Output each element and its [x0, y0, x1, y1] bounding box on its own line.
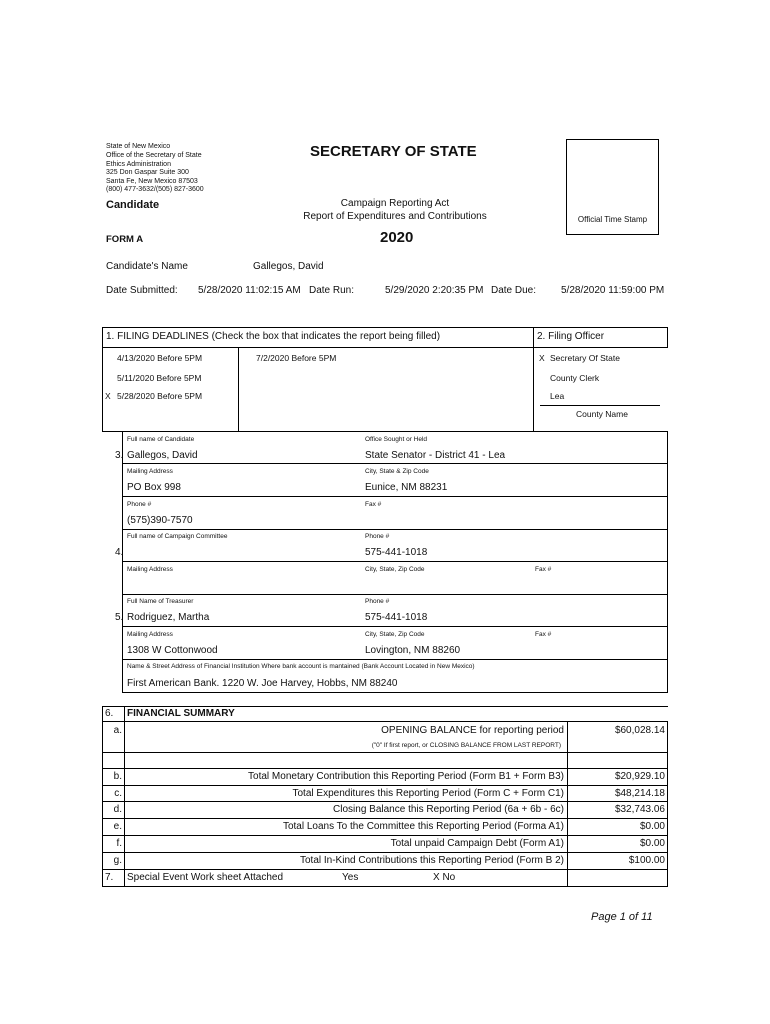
treasurer-phone: 575-441-1018 [365, 612, 428, 623]
date-due-label: Date Due: [491, 285, 537, 296]
office-line: Santa Fe, New Mexico 87503 [106, 178, 198, 185]
candidate-fax-label: Fax # [365, 501, 382, 508]
report-year: 2020 [380, 229, 414, 246]
candidate-city-label: City, State & Zip Code [365, 468, 429, 475]
row-value: $0.00 [639, 821, 665, 832]
officer-option-clerk[interactable]: County Clerk [550, 373, 600, 383]
deadline-option-2[interactable]: 5/11/2020 Before 5PM [117, 373, 202, 383]
office-line: State of New Mexico [106, 143, 171, 150]
treasurer-mail: 1308 W Cottonwood [127, 645, 218, 656]
row-value: $32,743.06 [614, 804, 665, 815]
deadline-option-1[interactable]: 4/13/2020 Before 5PM [117, 353, 203, 363]
financial-summary-title: FINANCIAL SUMMARY [127, 708, 235, 719]
special-event-yes[interactable]: Yes [342, 872, 359, 883]
committee-fax-label: Fax # [535, 566, 552, 573]
row-letter: f. [116, 838, 122, 849]
candidate-mail: PO Box 998 [127, 482, 181, 493]
date-due: 5/28/2020 11:59:00 PM [561, 285, 665, 296]
section-7-number: 7. [105, 872, 114, 883]
officer-option-sos[interactable]: Secretary Of State [550, 353, 620, 363]
row-label: Total Loans To the Committee this Reporting Period (Forma A1) [282, 821, 564, 832]
treasurer-fax-label: Fax # [535, 631, 552, 638]
candidate-city: Eunice, NM 88231 [365, 482, 448, 493]
treasurer-name-label: Full Name of Treasurer [127, 598, 194, 605]
section-3-number: 3. [115, 450, 124, 461]
date-submitted-label: Date Submitted: [106, 285, 178, 296]
row-value: $0.00 [639, 838, 665, 849]
committee-phone: 575-441-1018 [365, 547, 428, 558]
committee-phone-label: Phone # [365, 533, 390, 540]
page-title: SECRETARY OF STATE [310, 143, 477, 160]
section-6-number: 6. [105, 708, 114, 719]
page-number: Page 1 of 11 [591, 911, 653, 923]
deadline-option-4[interactable]: 7/2/2020 Before 5PM [256, 353, 337, 363]
office-sought: State Senator - District 41 - Lea [365, 450, 506, 461]
office-line: 325 Don Gaspar Suite 300 [106, 169, 189, 176]
opening-balance-label: OPENING BALANCE for reporting period [381, 725, 564, 736]
candidate-name: Gallegos, David [253, 261, 324, 272]
candidate-heading: Candidate [106, 199, 160, 211]
treasurer-city: Lovington, NM 88260 [365, 645, 461, 656]
county-value: Lea [550, 391, 565, 401]
row-label: Total Monetary Contribution this Reporting Period (Form B1 + Form B3) [248, 771, 564, 782]
row-letter: e. [113, 821, 122, 832]
office-line: (800) 477-3632/(505) 827-3600 [106, 186, 204, 193]
date-submitted: 5/28/2020 11:02:15 AM [198, 285, 301, 296]
deadline-option-3[interactable]: 5/28/2020 Before 5PM [117, 391, 203, 401]
candidate-phone-label: Phone # [127, 501, 152, 508]
bank-name-address: First American Bank. 1220 W. Joe Harvey, Hobbs, NM 88240 [127, 678, 398, 689]
opening-balance-value: $60,028.14 [614, 725, 665, 736]
office-line: Ethics Administration [106, 161, 171, 168]
row-letter: d. [113, 804, 122, 815]
row-value: $100.00 [628, 855, 665, 866]
row-letter: g. [113, 855, 122, 866]
opening-balance-note: ("0" If first report, or CLOSING BALANCE FROM LAST REPORT) [371, 742, 561, 749]
row-letter: c. [114, 788, 122, 799]
bank-label: Name & Street Address of Financial Institution Where bank account is mantained (Bank Account Located in New Mexico) [127, 663, 475, 670]
row-label: Total In-Kind Contributions this Reporting Period (Form B 2) [299, 855, 564, 866]
committee-name-label: Full name of Campaign Committee [127, 533, 228, 540]
treasurer-city-label: City, State, Zip Code [365, 631, 425, 638]
report-title: Report of Expenditures and Contributions [303, 211, 487, 222]
special-event-label: Special Event Work sheet Attached [127, 872, 284, 883]
row-value: $48,214.18 [614, 788, 665, 799]
date-run: 5/29/2020 2:20:35 PM [385, 285, 484, 296]
act-title: Campaign Reporting Act [340, 198, 450, 209]
deadline-check-mark: X [105, 391, 111, 401]
candidate-mail-label: Mailing Address [127, 468, 173, 475]
form-label: FORM A [106, 234, 144, 245]
candidate-fullname: Gallegos, David [127, 450, 198, 461]
row-a-letter: a. [113, 725, 122, 736]
row-label: Closing Balance this Reporting Period (6a + 6b - 6c) [333, 804, 564, 815]
row-value: $20,929.10 [614, 771, 665, 782]
treasurer-phone-label: Phone # [365, 598, 390, 605]
time-stamp-box [566, 139, 659, 235]
officer-check-mark: X [539, 353, 545, 363]
section-5-number: 5. [115, 612, 124, 623]
special-event-no[interactable]: X No [433, 872, 456, 883]
committee-city-label: City, State, Zip Code [365, 566, 425, 573]
office-sought-label: Office Sought or Held [365, 436, 428, 443]
treasurer-name: Rodriguez, Martha [127, 612, 210, 623]
date-run-label: Date Run: [309, 285, 355, 296]
stamp-label: Official Time Stamp [577, 215, 648, 224]
row-label: Total unpaid Campaign Debt (Form A1) [390, 838, 564, 849]
office-line: Office of the Secretary of State [106, 152, 202, 159]
row-letter: b. [113, 771, 122, 782]
candidate-name-label: Candidate's Name [106, 261, 188, 272]
committee-mail-label: Mailing Address [127, 566, 173, 573]
deadlines-title: 1. FILING DEADLINES (Check the box that indicates the report being filled) [106, 331, 441, 342]
row-label: Total Expenditures this Reporting Period (Form C + Form C1) [292, 788, 564, 799]
treasurer-mail-label: Mailing Address [127, 631, 173, 638]
county-name-label: County Name [576, 409, 628, 419]
candidate-phone: (575)390-7570 [127, 515, 193, 526]
section-4-number: 4. [115, 547, 124, 558]
candidate-fullname-label: Full name of Candidate [127, 436, 195, 443]
filing-officer-title: 2. Filing Officer [537, 331, 605, 342]
